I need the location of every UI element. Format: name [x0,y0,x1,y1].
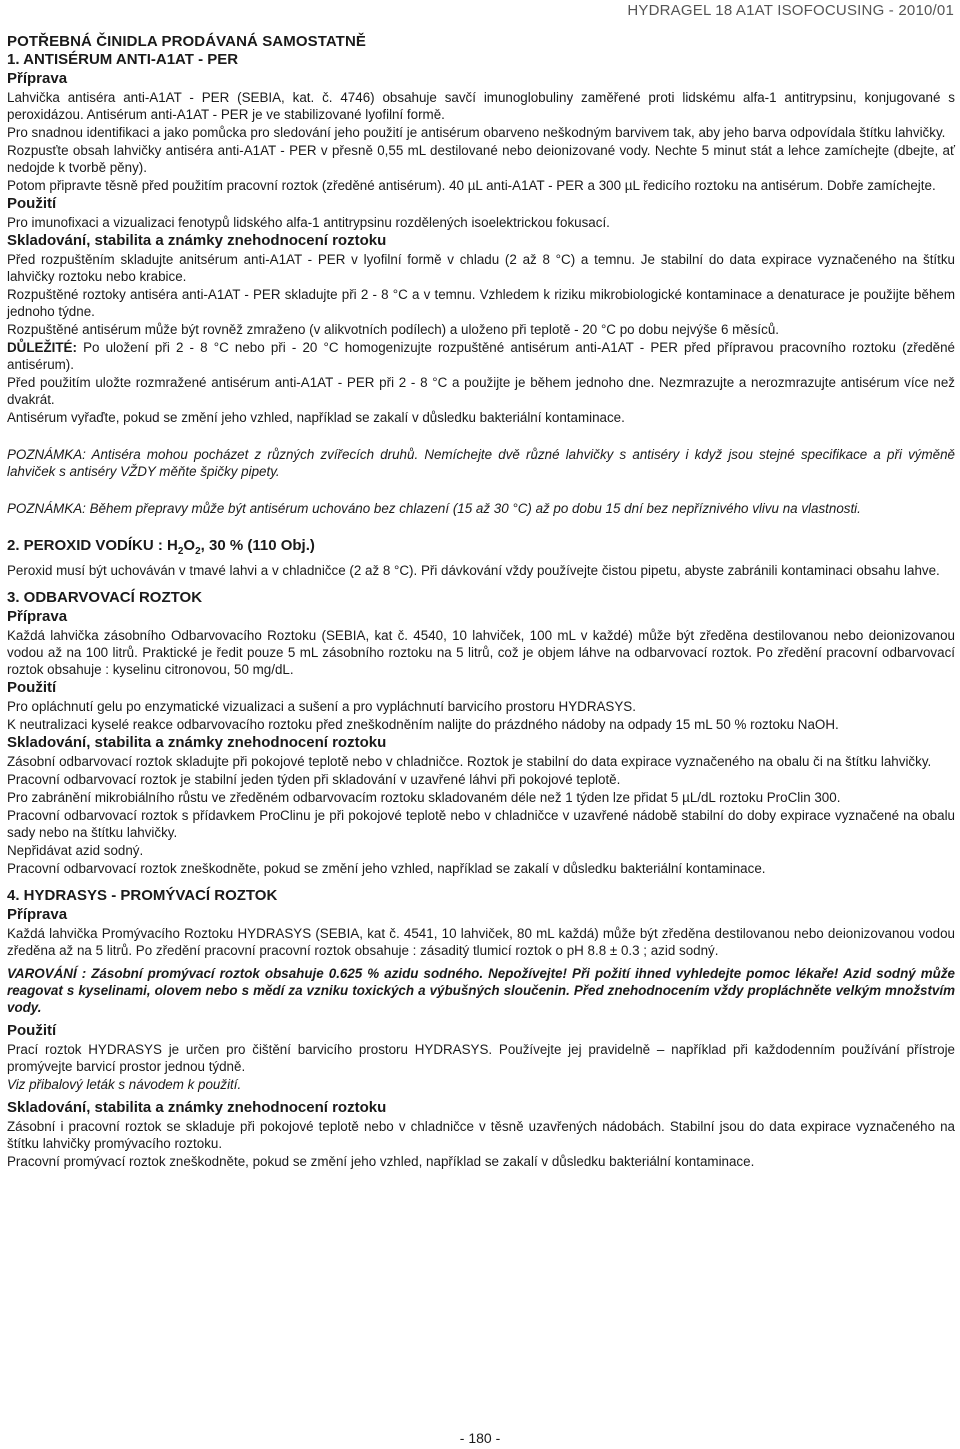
page-number: - 180 - [459,1430,501,1446]
section-1-prep-paragraph: Potom připravte těsně před použitím pracovní roztok (zředěné antisérum). 40 µL anti-A1AT - PER a 300 µL ředicího roztoku na antisérum. Dobře zamíchejte. [7,178,936,193]
section-1-use-paragraph: Pro imunofixaci a vizualizaci fenotypů lidského alfa-1 antitrypsinu rozdělených isoelektrickou fokusací. [7,215,610,230]
section-4-storage-paragraph: Zásobní i pracovní roztok se skladuje při pokojové teplotě nebo v chladničce v těsně uzavřených nádobách. Stabilní jsou do data expirace vyznačeného na štítku lahvičky promývacího roztoku. [7,1119,955,1151]
document-body [7,33,955,1171]
section-2-title: 2. PEROXID VODÍKU : $H_2O_2$, 30 % (110 Obj.) [7,537,315,557]
section-4-use-heading: Použití [7,1022,57,1039]
section-4-prep-heading: Příprava [7,906,68,923]
section-3-storage-paragraph: Zásobní odbarvovací roztok skladujte při pokojové teplotě nebo v chladničce. Roztok je stabilní do data expirace vyznačeného na obalu či na štítku lahvičky. [7,754,932,769]
section-4-storage-heading: Skladování, stabilita a známky znehodnocení roztoku [7,1099,387,1116]
section-1-storage-paragraph: Antisérum vyřaďte, pokud se změní jeho vzhled, například se zakalí v důsledku bakteriální kontaminace. [7,410,625,425]
section-3-storage-paragraph: Pracovní odbarvovací roztok s přídavkem ProClinu je při pokojové teplotě nebo v chladničce v uzavřené nádobě stabilní do doby expirace vyznačené na obalu sady nebo na štítku lahvičky. [7,808,955,840]
main-title: POTŘEBNÁ ČINIDLA PRODÁVANÁ SAMOSTATNĚ [7,33,366,50]
section-1-use-heading: Použití [7,195,57,212]
section-4-prep-paragraph: Každá lahvička Promývacího Roztoku HYDRASYS (SEBIA, kat č. 4541, 10 lahviček, 80 mL každá) může být zředěna destilovanou nebo deionizovanou vodou zředěna až na 5 litrů. Po zředění pracovní pracovní roztok obsahuje : zásaditý tlumicí roztok o pH 8.8 ± 0.3 ; azid sodný. [7,926,955,958]
note-1: POZNÁMKA: Antiséra mohou pocházet z různých zvířecích druhů. Nemíchejte dvě různé lahvičky s antiséry i když jsou stejné specifikace a při výměně lahviček s antiséry VŽDY měňte špičky pipety. [7,447,955,479]
important-text: Po uložení při 2 - 8 °C nebo při - 20 °C homogenizujte rozpuštěné antisérum anti-A1AT - PER před přípravou pracovního roztoku (zředěné antisérum). [7,340,955,372]
section-3-storage-paragraph: Pracovní odbarvovací roztok zneškodněte, pokud se změní jeho vzhled, například se zakalí v důsledku bakteriální kontaminace. [7,861,766,876]
section-3-storage-paragraph: Pracovní odbarvovací roztok je stabilní jeden týden při skladování v uzavřené láhvi při pokojové teplotě. [7,772,621,787]
section-1-prep-paragraph: Pro snadnou identifikaci a jako pomůcka pro sledování jeho použití je antisérum obarveno neškodným barvivem tak, aby jeho barva odpovídala štítku lahvičky. [7,125,946,140]
section-1-storage-paragraph: Před použitím uložte rozmražené antisérum anti-A1AT - PER při 2 - 8 °C a použijte je během jednoho dne. Nezmrazujte a nerozmrazujte antisérum více než dvakrát. [7,375,955,407]
section-1-storage-heading: Skladování, stabilita a známky znehodnocení roztoku [7,232,387,249]
document-header: HYDRAGEL 18 A1AT ISOFOCUSING - 2010/01 [627,2,954,19]
section-1-storage-paragraph: Rozpuštěné antisérum může být rovněž zmraženo (v alikvotních podílech) a uloženo při teplotě - 20 °C po dobu nejvýše 6 měsíců. [7,322,779,337]
section-1-prep-heading: Příprava [7,70,68,87]
section-3-prep-heading: Příprava [7,608,68,625]
section-1-prep-paragraph: Rozpusťte obsah lahvičky antiséra anti-A1AT - PER v přesně 0,55 mL destilované nebo deionizované vody. Nechte 5 minut stát a lehce zamíchejte (dbejte, ať nedojde k tvorbě pěny). [7,143,955,175]
section-1-title: 1. ANTISÉRUM ANTI-A1AT - PER [7,51,239,68]
section-3-use-heading: Použití [7,679,57,696]
section-3-use-paragraph: K neutralizaci kyselé reakce odbarvovacího roztoku před zneškodněním nalijte do prázdného nádoby na odpady 15 mL 50 % roztoku NaOH. [7,717,839,732]
section-1-important-paragraph [7,339,955,373]
important-label: DŮLEŽITÉ: [7,340,77,355]
section-1-storage-paragraph: Rozpuštěné roztoky antiséra anti-A1AT - PER skladujte při 2 - 8 °C a v temnu. Vzhledem k riziku mikrobiologické kontaminace a denaturace je použijte během jednoho týdne. [7,287,955,319]
section-4-use-note: Viz přibalový leták s návodem k použití. [7,1077,242,1092]
note-2: POZNÁMKA: Během přepravy může být antisérum uchováno bez chlazení (15 až 30 °C) až po dobu 15 dní bez nepříznivého vlivu na vlastnosti. [7,501,861,516]
section-3-prep-paragraph: Každá lahvička zásobního Odbarvovacího Roztoku (SEBIA, kat č. 4540, 10 lahviček, 100 mL v každé) může být zředěna destilovanou nebo deionizovanou vodou až na 100 litrů. Praktické je ředit pouze 5 mL zásobního roztoku na 5 litrů, což je objem láhve na odbarvovací roztok. Po zředění pracovní odbarvovací roztok obsahuje : kyselinu citronovou, 50 mg/dL. [7,628,955,677]
section-3-storage-paragraph: Nepřidávat azid sodný. [7,843,144,858]
section-4-storage-paragraph: Pracovní promývací roztok zneškodněte, pokud se změní jeho vzhled, například se zakalí v důsledku bakteriální kontaminace. [7,1154,755,1169]
section-2-paragraph: Peroxid musí být uchováván v tmavé lahvi a v chladničce (2 až 8 °C). Při dávkování vždy používejte čistou pipetu, abyste zabránili kontaminaci obsahu lahve. [7,563,940,578]
section-4-title: 4. HYDRASYS - PROMÝVACÍ ROZTOK [7,887,278,904]
section-3-storage-paragraph: Pro zabránění mikrobiálního růstu ve zředěném odbarvovacím roztoku skladovaném déle než 1 týden lze přidat 5 µL/dL roztoku ProClin 300. [7,790,841,805]
section-1-storage-paragraph: Před rozpuštěním skladujte anitsérum anti-A1AT - PER v lyofilní formě v chladu (2 až 8 °C) a temnu. Je stabilní do data expirace vyznačeného na štítku lahvičky roztoku nebo krabice. [7,252,955,284]
section-4-use-paragraph: Prací roztok HYDRASYS je určen pro čištění barvicího prostoru HYDRASYS. Používejte jej pravidelně – například při každodenním používání přístroje promývejte barvicí prostor jednou týdně. [7,1042,955,1074]
section-3-use-paragraph: Pro opláchnutí gelu po enzymatické vizualizaci a sušení a pro vypláchnutí barvicího prostoru HYDRASYS. [7,699,636,714]
section-1-prep-paragraph: Lahvička antiséra anti-A1AT - PER (SEBIA, kat. č. 4746) obsahuje savčí imunoglobuliny zaměřené proti lidskému alfa-1 antitrypsinu, konjugované s peroxidázou. Antisérum anti-A1AT - PER je ve stabilizované lyofilní formě. [7,90,955,122]
section-3-storage-heading: Skladování, stabilita a známky znehodnocení roztoku [7,734,387,751]
section-3-title: 3. ODBARVOVACÍ ROZTOK [7,589,203,606]
warning-paragraph: VAROVÁNÍ : Zásobní promývací roztok obsahuje 0.625 % azidu sodného. Nepožívejte! Při požití ihned vyhledejte pomoc lékaře! Azid sodný může reagovat s kyselinami, olovem nebo s mědí za vzniku toxických a výbušných sloučenin. Před znehodnocením vždy propláchněte velkým množstvím vody. [7,966,955,1015]
